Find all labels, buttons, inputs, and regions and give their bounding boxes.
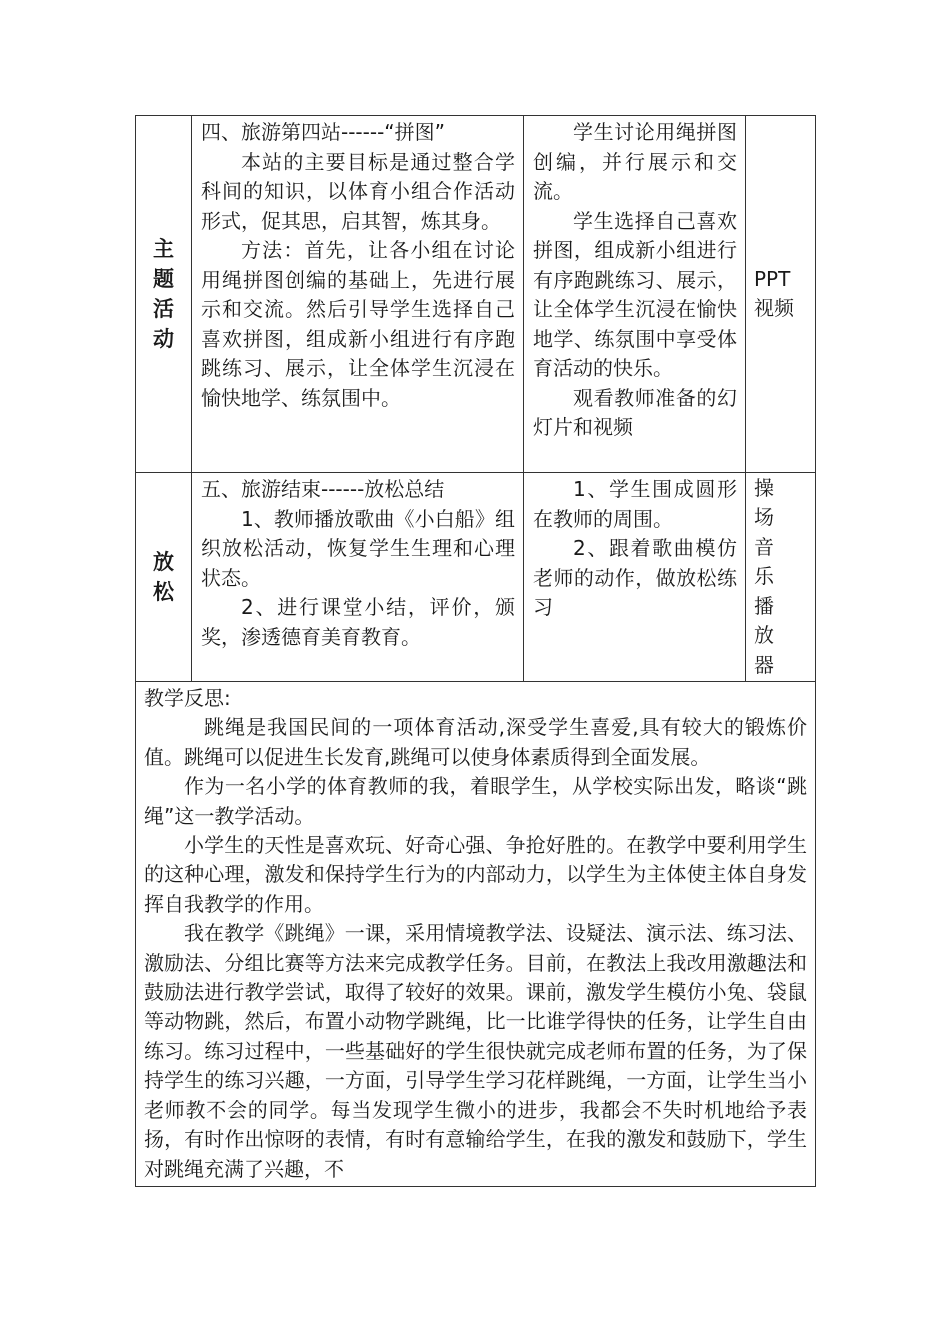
student-paragraph: 2、跟着歌曲模仿老师的动作，做放松练习: [533, 536, 737, 619]
table-row-relax: [136, 473, 816, 682]
resource-cell: [746, 473, 816, 682]
content-paragraph: 2、进行课堂小结，评价，颁奖，渗透德育美育教育。: [201, 595, 515, 649]
resource-cell: [746, 116, 816, 473]
content-paragraph: 方法：首先，让各小组在讨论用绳拼图创编的基础上，先进行展示和交流。然后引导学生选择自己喜欢拼图，组成新小组进行有序跑跳练习、展示，让全体学生沉浸在愉快地学、练氛围中。: [201, 238, 515, 410]
reflection-paragraph: 小学生的天性是喜欢玩、好奇心强、争抢好胜的。在教学中要利用学生的这种心理，激发和保持学生行为的内部动力，以学生为主体使主体自身发挥自我教学的作用。: [144, 833, 807, 916]
reflection-cell: [136, 682, 816, 1187]
row-label-theme-activity: 主 题 活 动: [136, 116, 192, 473]
resource-line: 视频: [754, 296, 794, 320]
lesson-plan-table: [135, 115, 816, 1187]
teaching-content-cell: [192, 473, 524, 682]
station-title: 四、旅游第四站------“拼图”: [201, 120, 446, 144]
reflection-paragraph: 我在教学《跳绳》一课，采用情境教学法、设疑法、演示法、练习法、激励法、分组比赛等方法来完成教学任务。目前，在教法上我改用激趣法和鼓励法进行教学尝试，取得了较好的效果。课前，激发学生模仿小兔、袋鼠等动物跳，然后，布置小动物学跳绳，比一比谁学得快的任务，让学生自由练习。练习过程中，一些基础好的学生很快就完成老师布置的任务，为了保持学生的练习兴趣，一方面，引导学生学习花样跳绳，一方面，让学生当小老师教不会的同学。每当发现学生微小的进步，我都会不失时机地给予表扬，有时作出惊呀的表情，有时有意输给学生，在我的激发和鼓励下，学生对跳绳充满了兴趣，不: [144, 921, 807, 1181]
student-paragraph: 1、学生围成圆形在教师的周围。: [533, 477, 737, 531]
resource-line: 播放: [754, 593, 783, 648]
reflection-heading: 教学反思:: [144, 686, 231, 710]
table-row-theme-activity: [136, 116, 816, 473]
student-paragraph: 学生选择自己喜欢拼图，组成新小组进行有序跑跳练习、展示，让全体学生沉浸在愉快地学、练氛围中享受体育活动的快乐。: [533, 208, 737, 380]
resource-line: 器: [754, 652, 783, 677]
student-activity-cell: [524, 473, 746, 682]
row-label-relax: 放 松: [136, 473, 192, 682]
station-title: 五、旅游结束------放松总结: [201, 477, 445, 501]
student-activity-cell: [524, 116, 746, 473]
resource-line: 操场: [754, 475, 783, 530]
table-row-reflection: [136, 682, 816, 1187]
resource-line: PPT: [754, 266, 791, 291]
content-paragraph: 本站的主要目标是通过整合学科间的知识，以体育小组合作活动形式，促其思，启其智，炼其身。: [201, 149, 515, 233]
resource-line: 音乐: [754, 534, 783, 589]
student-paragraph: 观看教师准备的幻灯片和视频: [533, 385, 737, 439]
student-paragraph: 学生讨论用绳拼图创编，并行展示和交流。: [533, 120, 737, 203]
reflection-paragraph: 作为一名小学的体育教师的我，着眼学生，从学校实际出发，略谈“跳绳”这一教学活动。: [144, 774, 807, 828]
content-paragraph: 1、教师播放歌曲《小白船》组织放松活动，恢复学生生理和心理状态。: [201, 506, 515, 590]
reflection-paragraph: 跳绳是我国民间的一项体育活动,深受学生喜爱,具有较大的锻炼价值。跳绳可以促进生长发育,跳绳可以使身体素质得到全面发展。: [144, 715, 807, 769]
teaching-content-cell: [192, 116, 524, 473]
